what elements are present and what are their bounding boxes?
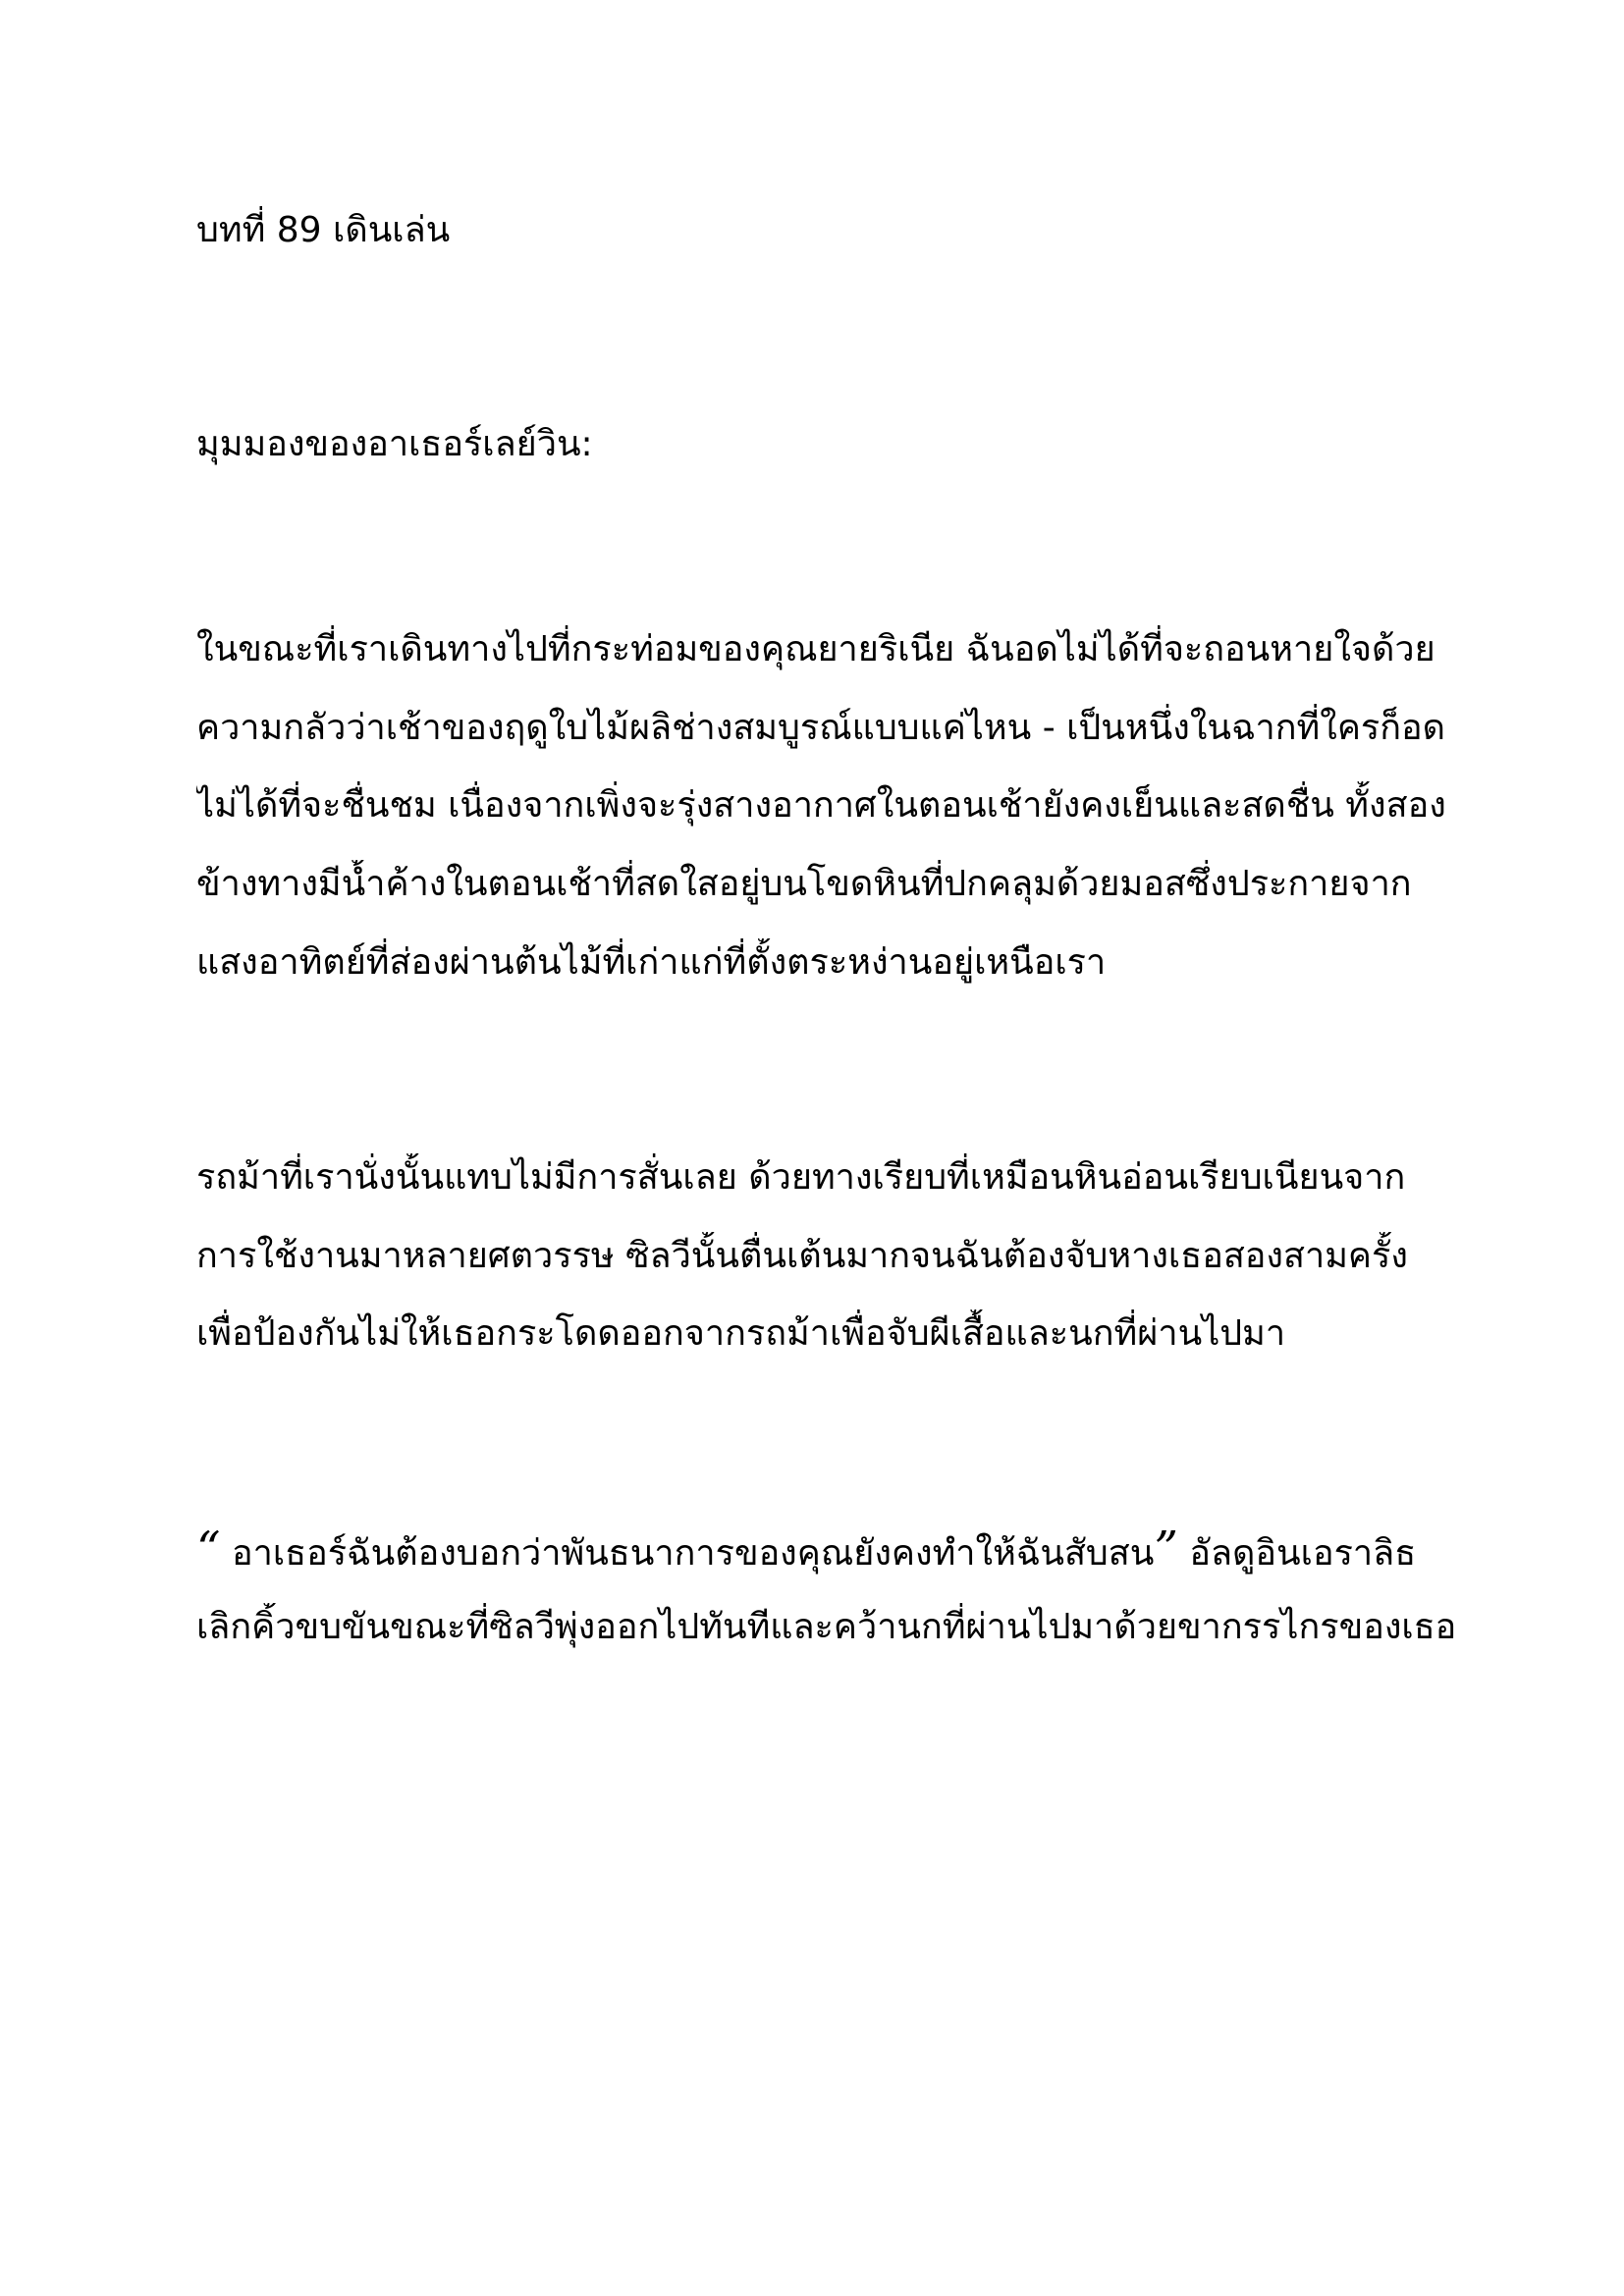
paragraph-line: เลิกคิ้วขบขันขณะที่ซิลวีพุ่งออกไปทันทีและคว้านกที่ผ่านไปมาด้วยขากรรไกรของเธอ: [196, 1607, 1457, 1647]
dialogue-speech: อาเธอร์ฉันต้องบอกว่าพันธนาการของคุณยังคงทำให้ฉันสับสน: [220, 1533, 1155, 1574]
paragraph-line: ไม่ได้ที่จะชื่นชม เนื่องจากเพิ่งจะรุ่งสางอากาศในตอนเช้ายังคงเย็นและสดชื่น ทั้งสอง: [196, 785, 1446, 826]
paragraph-line: แสงอาทิตย์ที่ส่องผ่านต้นไม้ที่เก่าแก่ที่ตั้งตระหง่านอยู่เหนือเรา: [196, 942, 1107, 983]
close-quote-mark: ”: [1154, 1524, 1178, 1576]
dialogue-speaker: อัลดูอินเอราลิธ: [1177, 1533, 1417, 1574]
dialogue-line: [196, 1524, 1473, 1578]
pov-heading: มุมมองของอาเธอร์เลย์วิน:: [196, 424, 593, 464]
paragraph-line: ความกลัวว่าเช้าของฤดูใบไม้ผลิช่างสมบูรณ์แบบแค่ไหน - เป็นหนึ่งในฉากที่ใครก็อด: [196, 708, 1446, 748]
open-quote-mark: “: [196, 1524, 221, 1576]
paragraph-line: เพื่อป้องกันไม่ให้เธอกระโดดออกจากรถม้าเพื่อจับผีเสื้อและนกที่ผ่านไปมา: [196, 1313, 1286, 1354]
chapter-title: บทที่ 89 เดินเล่น: [196, 210, 451, 250]
paragraph-line: รถม้าที่เรานั่งนั้นแทบไม่มีการสั่นเลย ด้วยทางเรียบที่เหมือนหินอ่อนเรียบเนียนจาก: [196, 1157, 1406, 1198]
paragraph-line: ในขณะที่เราเดินทางไปที่กระท่อมของคุณยายริเนีย ฉันอดไม่ได้ที่จะถอนหายใจด้วย: [196, 629, 1435, 669]
paragraph-line: การใช้งานมาหลายศตวรรษ ซิลวีนั้นตื่นเต้นมากจนฉันต้องจับหางเธอสองสามครั้ง: [196, 1236, 1408, 1276]
paragraph-line: ข้างทางมีน้ำค้างในตอนเช้าที่สดใสอยู่บนโขดหินที่ปกคลุมด้วยมอสซึ่งประกายจาก: [196, 864, 1412, 904]
